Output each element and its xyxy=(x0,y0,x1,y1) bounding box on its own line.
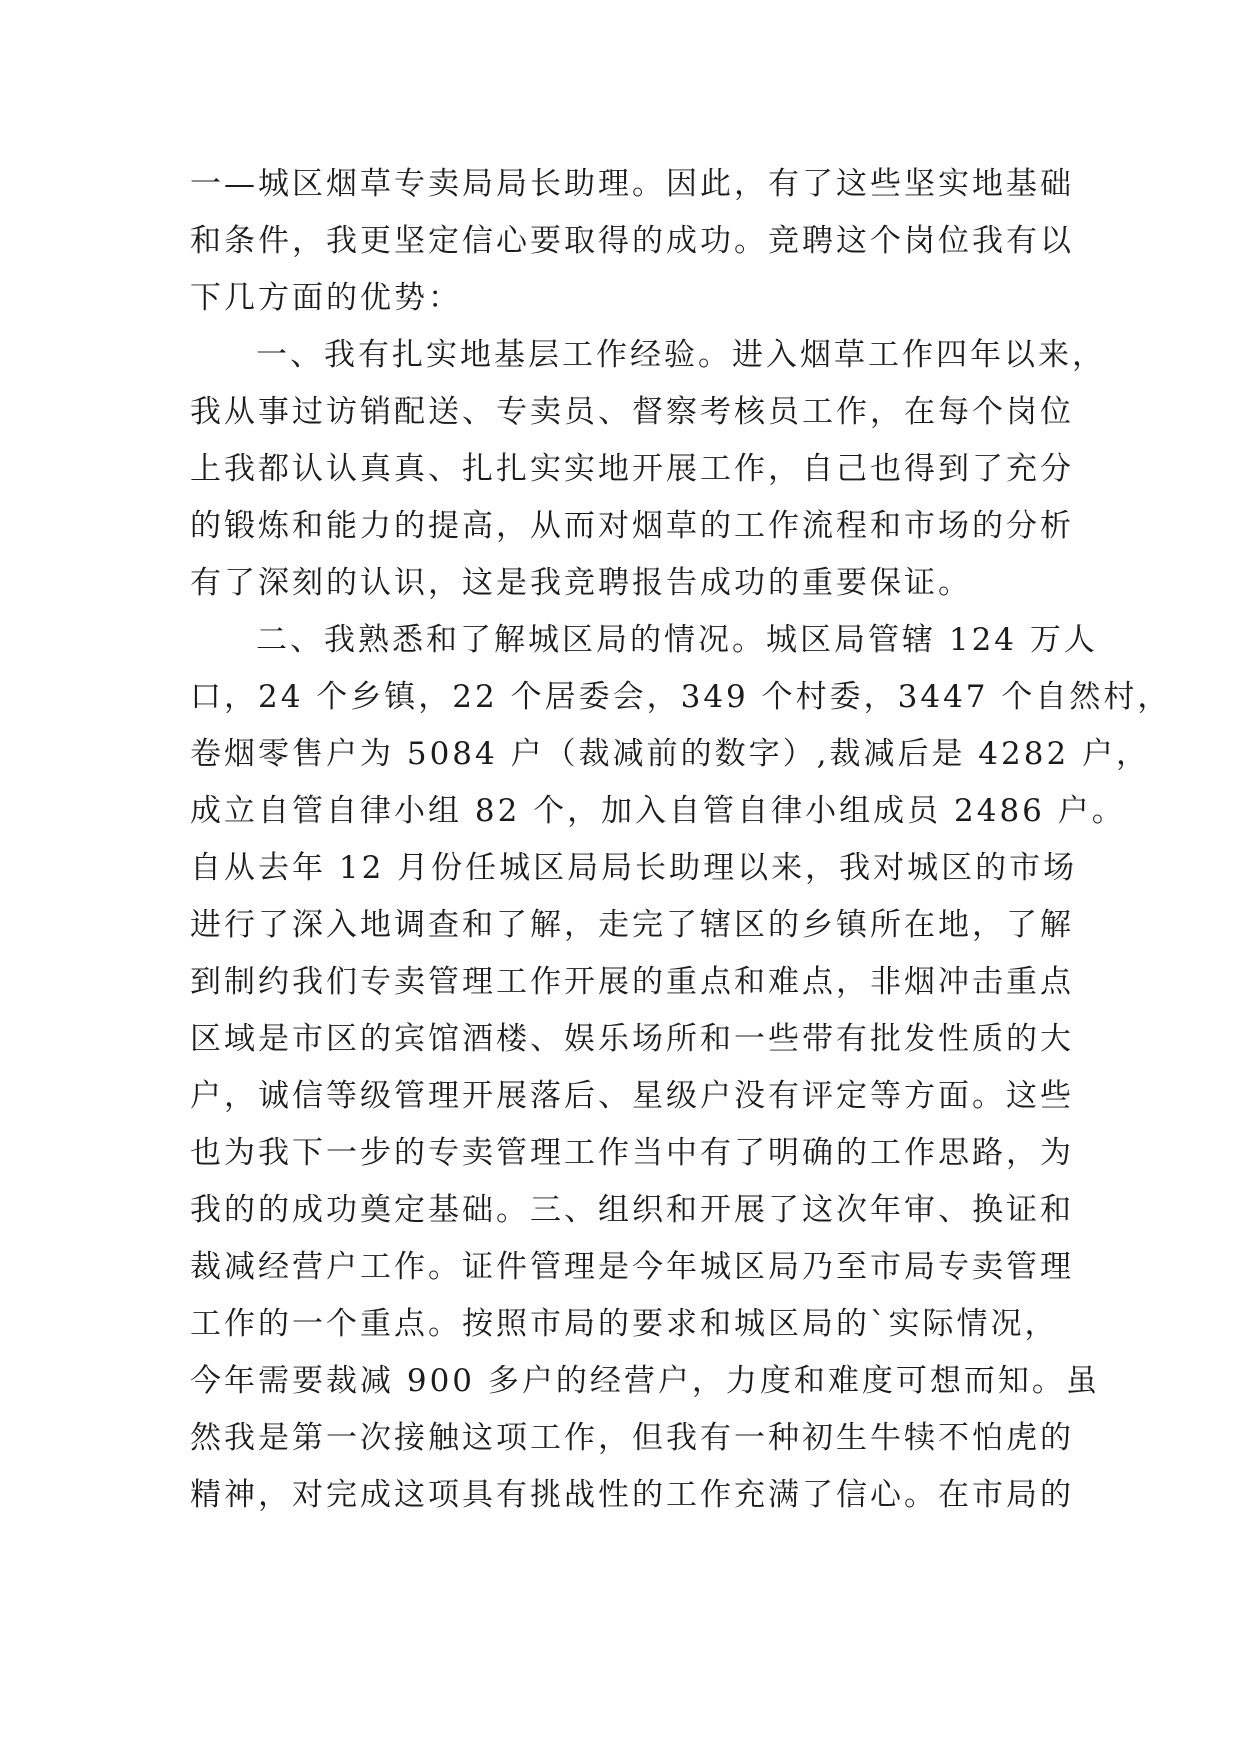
text-line: 区域是市区的宾馆酒楼、娱乐场所和一些带有批发性质的大 xyxy=(190,1021,1074,1057)
text-line: 的锻炼和能力的提高，从而对烟草的工作流程和市场的分析 xyxy=(190,508,1074,544)
text-line: 卷烟零售户为 5084 户（裁减前的数字）,裁减后是 4282 户， xyxy=(190,736,1151,772)
text-line: 今年需要裁减 900 多户的经营户，力度和难度可想而知。虽 xyxy=(190,1363,1100,1399)
text-line: 进行了深入地调查和了解，走完了辖区的乡镇所在地，了解 xyxy=(190,907,1074,943)
text-line: 工作的一个重点。按照市局的要求和城区局的`实际情况， xyxy=(190,1306,1059,1342)
body-text xyxy=(190,156,1172,1524)
text-line: 裁减经营户工作。证件管理是今年城区局乃至市局专卖管理 xyxy=(190,1249,1074,1285)
paragraph-first-line: 二、我熟悉和了解城区局的情况。城区局管辖 124 万人 xyxy=(256,622,1098,658)
text-line: 到制约我们专卖管理工作开展的重点和难点，非烟冲击重点 xyxy=(190,964,1074,1000)
paragraph-first-line: 一、我有扎实地基层工作经验。进入烟草工作四年以来， xyxy=(256,337,1106,373)
text-line: 上我都认认真真、扎扎实实地开展工作，自己也得到了充分 xyxy=(190,451,1074,487)
text-line: 下几方面的优势： xyxy=(190,280,462,316)
text-line: 户，诚信等级管理开展落后、星级户没有评定等方面。这些 xyxy=(190,1078,1074,1114)
text-line: 我的的成功奠定基础。三、组织和开展了这次年审、换证和 xyxy=(190,1192,1074,1228)
text-line: 精神，对完成这项具有挑战性的工作充满了信心。在市局的 xyxy=(190,1477,1074,1513)
text-line: 自从去年 12 月份任城区局局长助理以来，我对城区的市场 xyxy=(190,850,1078,886)
text-line: 有了深刻的认识，这是我竞聘报告成功的重要保证。 xyxy=(190,565,972,601)
text-line: 我从事过访销配送、专卖员、督察考核员工作，在每个岗位 xyxy=(190,394,1074,430)
text-line: 然我是第一次接触这项工作，但我有一种初生牛犊不怕虎的 xyxy=(190,1420,1074,1456)
text-line: 和条件，我更坚定信心要取得的成功。竞聘这个岗位我有以 xyxy=(190,223,1074,259)
text-line: 成立自管自律小组 82 个，加入自管自律小组成员 2486 户。 xyxy=(190,793,1126,829)
text-line: 口，24 个乡镇，22 个居委会，349 个村委，3447 个自然村， xyxy=(190,679,1172,715)
text-line: 也为我下一步的专卖管理工作当中有了明确的工作思路，为 xyxy=(190,1135,1074,1171)
text-line: 一—城区烟草专卖局局长助理。因此，有了这些坚实地基础 xyxy=(190,166,1074,202)
